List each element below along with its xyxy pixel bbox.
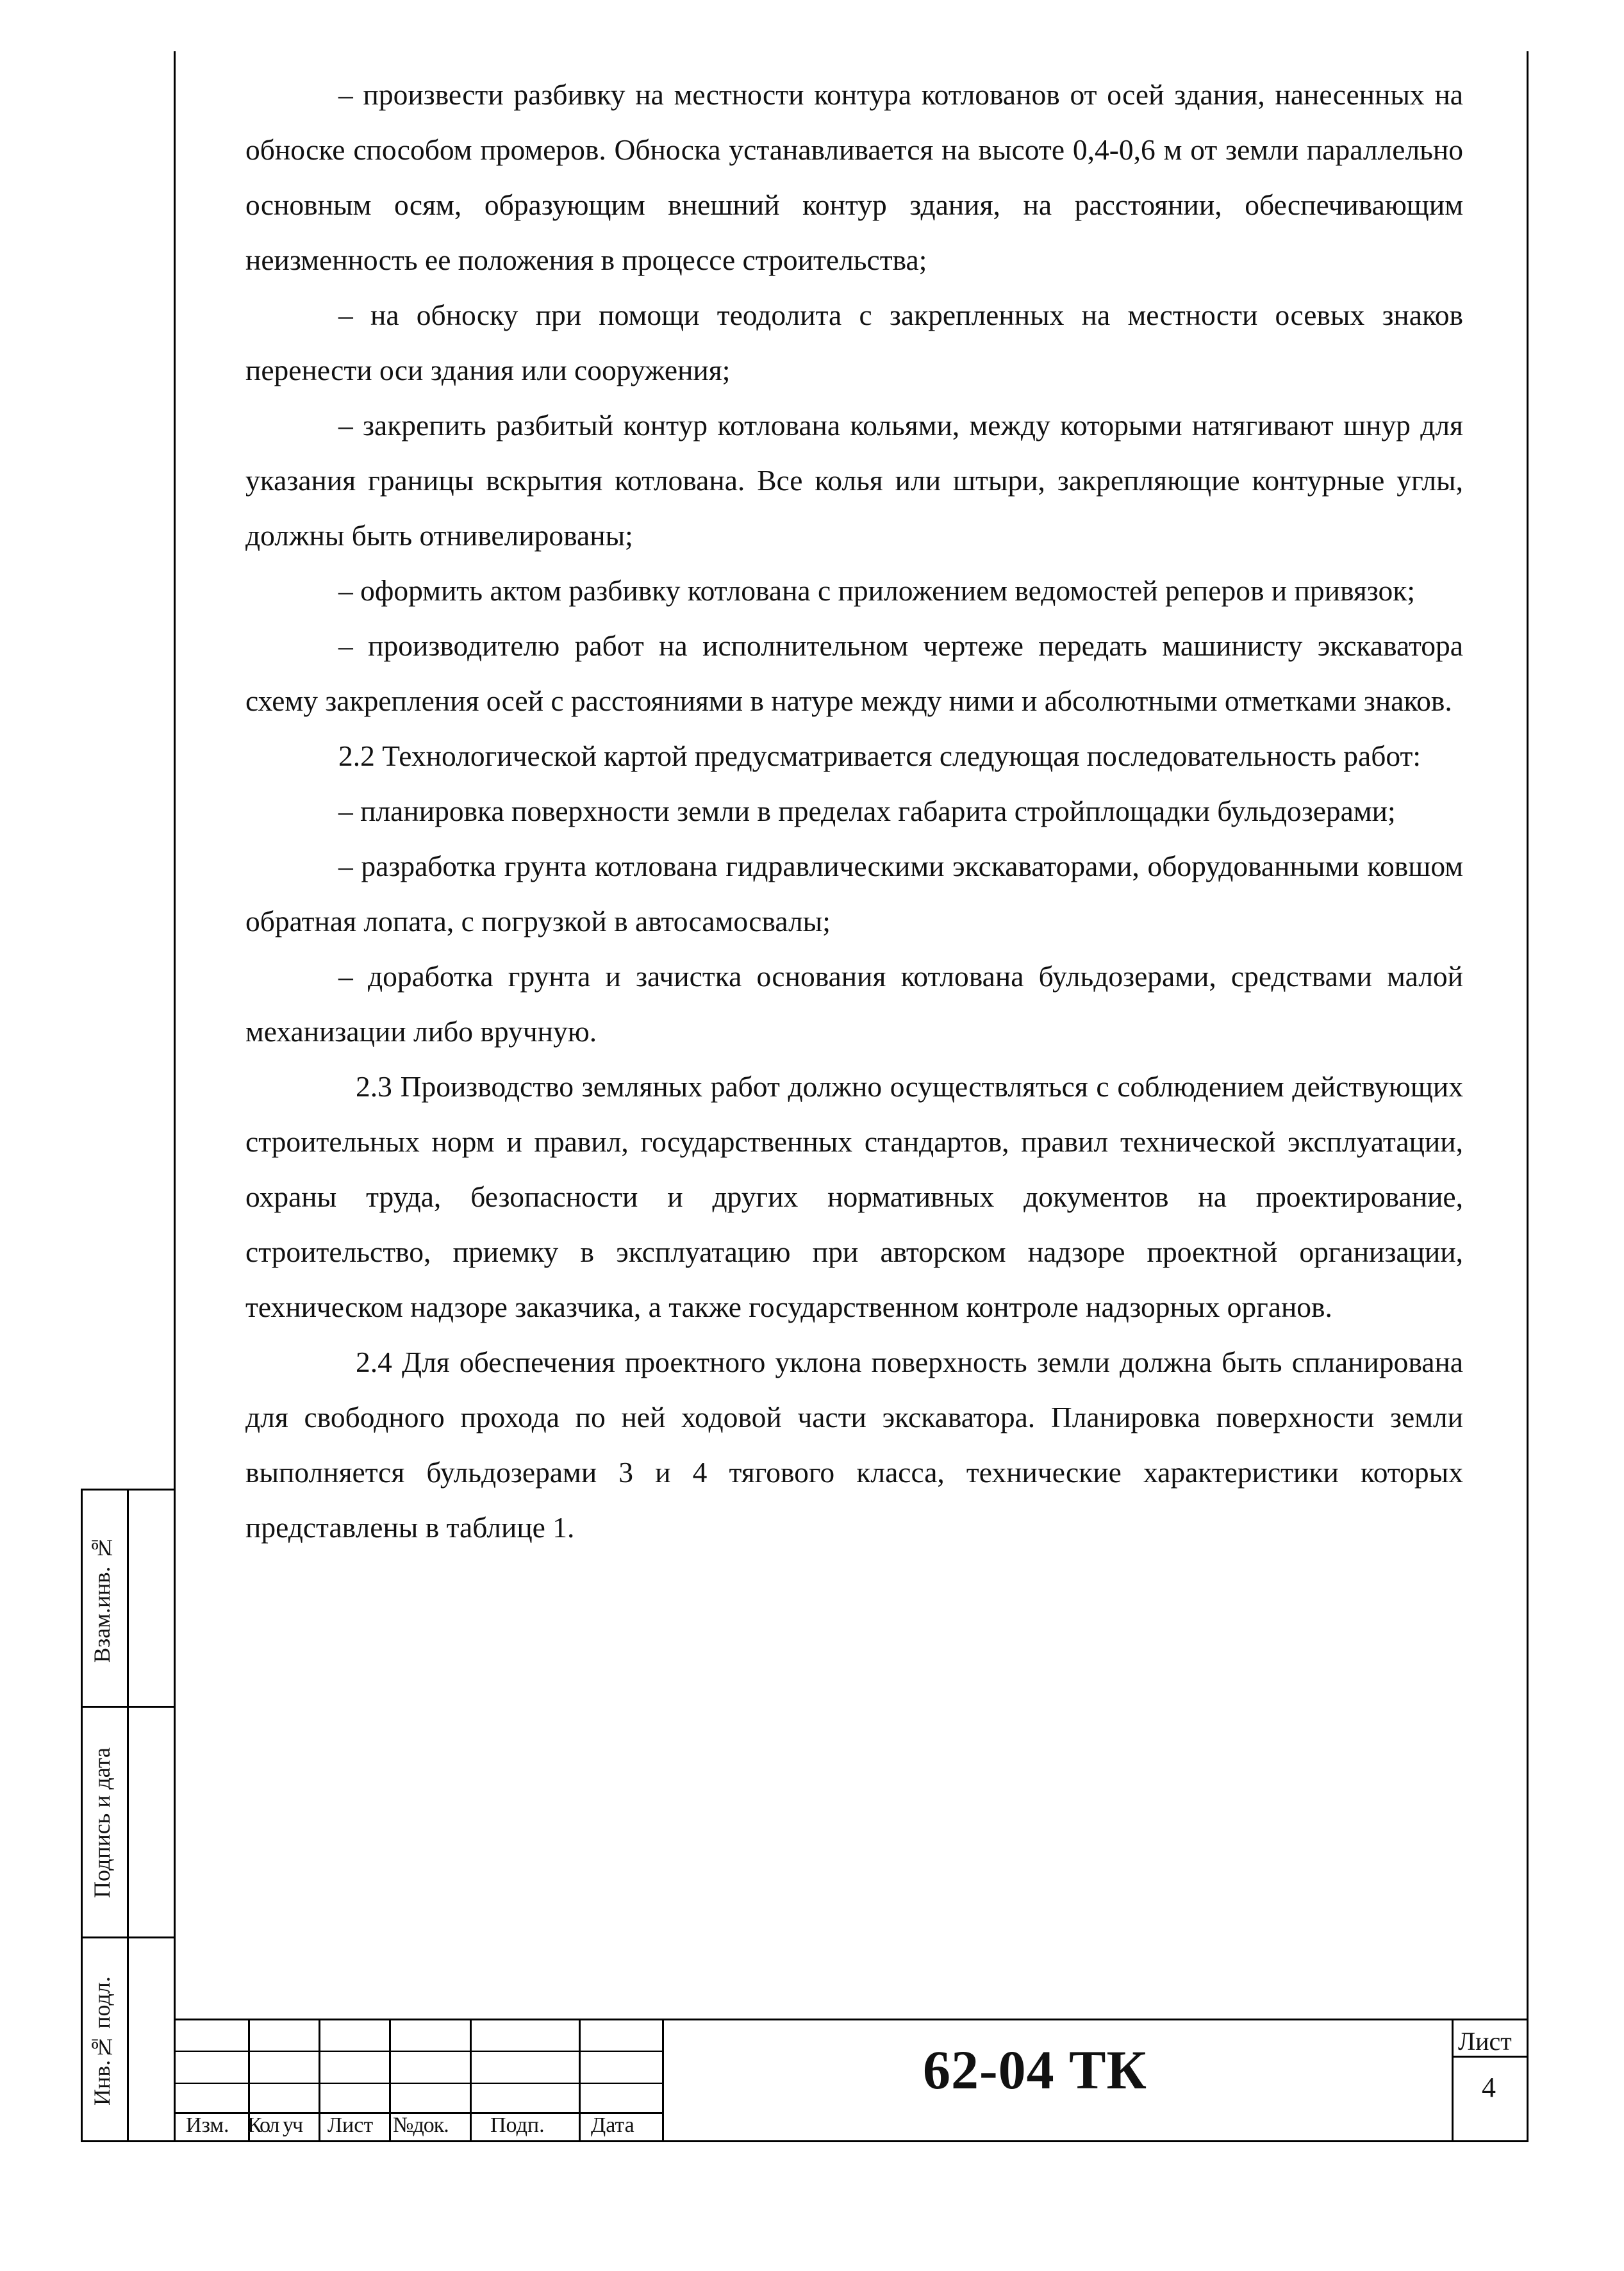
side-stamp-vzam-label: Взам.инв. №: [89, 1535, 115, 1663]
col-label-list: Лист: [327, 2113, 374, 2137]
paragraph-4: – оформить актом разбивку котлована с приложением ведомостей реперов и привязок;: [338, 574, 1415, 607]
title-block-col-2: [319, 2019, 320, 2142]
sheet-label: Лист: [1458, 2027, 1512, 2056]
paragraph-3: – закрепить разбитый контур котлована кольями, между которыми натягивают шнур для указания границы вскрытия котлована. Все колья или штыри, закрепляющие контурные углы, должны быть отнивелированы;: [245, 409, 1463, 552]
paragraph-6: 2.2 Технологической картой предусматривается следующая последовательность работ:: [338, 739, 1421, 772]
paragraph-2: – на обноску при помощи теодолита с закрепленных на местности осевых знаков перенести оси здания или сооружения;: [245, 299, 1463, 386]
frame-left-border: [174, 51, 176, 2142]
paragraph-8: – разработка грунта котлована гидравлическими экскаваторами, оборудованными ковшом обратная лопата, с погрузкой в автосамосвалы;: [245, 850, 1463, 937]
document-code: 62-04 ТК: [923, 2039, 1147, 2101]
title-block-col-3: [389, 2019, 391, 2142]
frame-right-border: [1527, 51, 1529, 2142]
title-block-col-4: [470, 2019, 472, 2142]
title-block-col-7: [1452, 2019, 1454, 2142]
paragraph-9: – доработка грунта и зачистка основания котлована бульдозерами, средствами малой механизации либо вручную.: [245, 960, 1463, 1048]
sheet-number: 4: [1482, 2072, 1496, 2103]
side-stamp-divider-1: [127, 1489, 129, 2142]
title-block-col-5: [579, 2019, 581, 2142]
col-label-izm: Изм.: [186, 2113, 229, 2137]
side-stamp-top: [81, 1489, 176, 1491]
paragraph-11: 2.4 Для обеспечения проектного уклона поверхность земли должна быть спланирована для свободного прохода по ней ходовой части экскаватора. Планировка поверхности земли выполняется бульдозерами 3 и 4 тягового класса, технические характеристики которых представлены в таблице 1.: [245, 1346, 1463, 1544]
side-stamp-podpis-label: Подпись и дата: [89, 1747, 115, 1899]
paragraph-5: – производителю работ на исполнительном чертеже передать машинисту экскаватора схему закрепления осей с расстояниями в натуре между ними и абсолютными отметками знаков.: [245, 629, 1463, 717]
paragraph-10: 2.3 Производство земляных работ должно осуществляться с соблюдением действующих строительных норм и правил, государственных стандартов, правил технической эксплуатации, охраны труда, безопасности и других нормативных документов на проектирование, строительство, приемку в эксплуатацию при авторском надзоре проектной организации, техническом надзоре заказчика, а также государственном контроле надзорных органов.: [245, 1070, 1463, 1323]
title-block-row-2: [174, 2083, 664, 2084]
paragraph-1: – произвести разбивку на местности контура котлованов от осей здания, нанесенных на обноске способом промеров. Обноска устанавливается на высоте 0,4-0,6 м от земли параллельно основным осям, образующим внешний контур здания, на расстоянии, обеспечивающим неизменность ее положения в процессе строительства;: [245, 78, 1463, 276]
document-body: [245, 67, 1463, 1555]
title-block-row-1: [174, 2051, 664, 2052]
title-block-col-6: [662, 2019, 664, 2142]
col-label-ndok: №док.: [393, 2113, 449, 2137]
paragraph-7: – планировка поверхности земли в пределах габарита стройплощадки бульдозерами;: [338, 795, 1396, 827]
frame-bottom-border: [81, 2140, 1529, 2142]
col-label-podp: Подп.: [490, 2113, 545, 2137]
title-block-top: [174, 2019, 1529, 2020]
side-stamp-row-2: [81, 1937, 176, 1938]
side-stamp-inv-label: Инв.№ подл.: [89, 1976, 115, 2106]
col-label-kol-uch: Кол уч: [247, 2113, 302, 2137]
side-stamp-left-border: [81, 1489, 83, 2142]
side-stamp-row-1: [81, 1706, 176, 1708]
col-label-data: Дата: [591, 2113, 634, 2137]
